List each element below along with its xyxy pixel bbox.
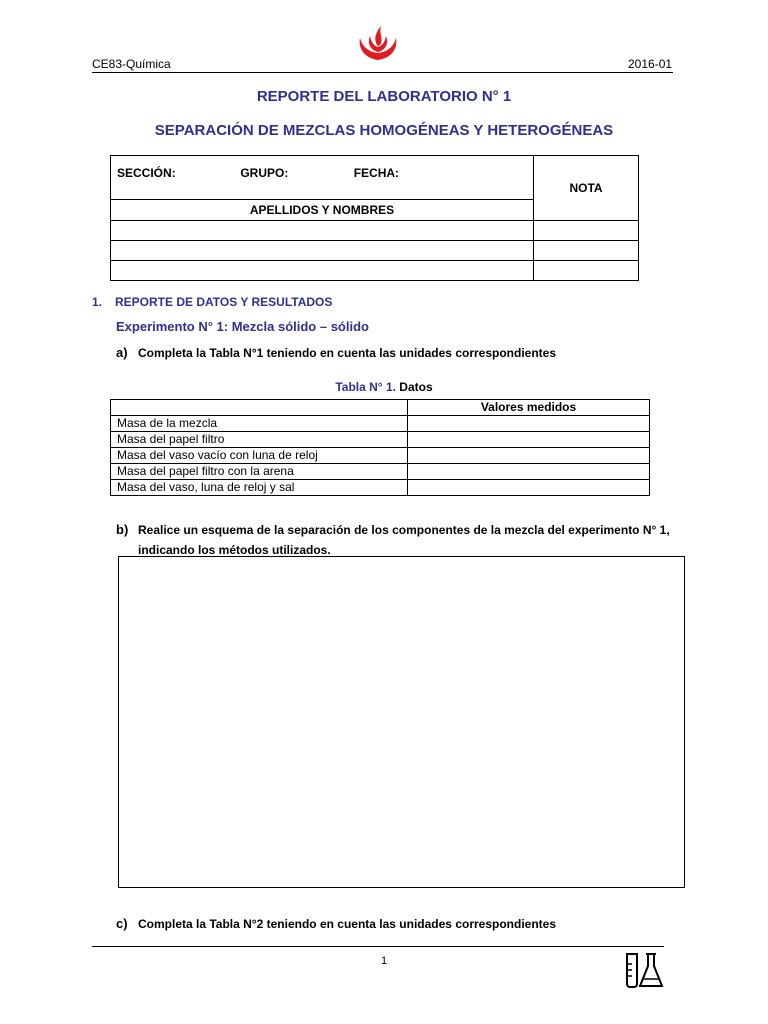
grade-field-2[interactable] — [534, 241, 639, 261]
value-field[interactable] — [408, 432, 650, 448]
row-label: Masa del vaso, luna de reloj y sal — [111, 480, 408, 496]
item-b-line2: indicando los métodos utilizados. — [138, 543, 331, 557]
data-table-1 — [110, 399, 650, 496]
header-divider — [92, 72, 673, 73]
item-a — [116, 345, 556, 360]
item-a-text: Completa la Tabla N°1 teniendo en cuenta las unidades correspondientes — [138, 346, 557, 360]
grade-field-1[interactable] — [534, 221, 639, 241]
lab-flask-icon — [624, 950, 666, 990]
item-a-letter: a) — [116, 345, 128, 360]
item-b-line1: Realice un esquema de la separación de los componentes de la mezcla del experimento N° 1, — [138, 523, 670, 537]
section-title: REPORTE DE DATOS Y RESULTADOS — [115, 295, 333, 309]
term: 2016-01 — [628, 57, 673, 71]
experiment-heading: Experimento N° 1: Mezcla sólido – sólido — [116, 319, 369, 334]
section-heading — [92, 295, 332, 309]
grade-field-3[interactable] — [534, 261, 639, 281]
value-field[interactable] — [408, 480, 650, 496]
page-number: 1 — [380, 955, 388, 967]
section-number: 1. — [92, 295, 103, 309]
item-b-letter: b) — [116, 522, 129, 537]
name-field-3[interactable] — [111, 261, 534, 281]
item-b — [116, 520, 670, 560]
table1-caption — [0, 380, 768, 394]
report-title: REPORTE DEL LABORATORIO N° 1 — [256, 88, 512, 105]
nota-label: NOTA — [534, 156, 639, 221]
item-c-text: Completa la Tabla N°2 teniendo en cuenta las unidades correspondientes — [138, 917, 557, 931]
footer-divider — [92, 946, 664, 947]
diagram-answer-box[interactable] — [118, 556, 685, 888]
report-subject: SEPARACIÓN DE MEZCLAS HOMOGÉNEAS Y HETEROGÉNEAS — [154, 122, 614, 139]
table-row — [111, 464, 650, 480]
value-field[interactable] — [408, 416, 650, 432]
table1-caption-label: Tabla N° 1. — [335, 380, 396, 394]
table1-header-values: Valores medidos — [408, 400, 650, 416]
student-info-table — [110, 155, 639, 281]
table-row — [111, 416, 650, 432]
item-c — [116, 916, 556, 931]
value-field[interactable] — [408, 448, 650, 464]
table-row — [111, 448, 650, 464]
item-c-letter: c) — [116, 916, 128, 931]
name-field-2[interactable] — [111, 241, 534, 261]
table-row — [111, 480, 650, 496]
seccion-label: SECCIÓN: — [117, 166, 176, 180]
value-field[interactable] — [408, 464, 650, 480]
grupo-label: GRUPO: — [240, 166, 289, 180]
row-label: Masa del vaso vacío con luna de reloj — [111, 448, 408, 464]
table1-header-empty — [111, 400, 408, 416]
table-row — [111, 432, 650, 448]
course-code: CE83-Química — [92, 57, 171, 71]
row-label: Masa del papel filtro con la arena — [111, 464, 408, 480]
row-label: Masa de la mezcla — [111, 416, 408, 432]
name-field-1[interactable] — [111, 221, 534, 241]
table1-caption-title: Datos — [399, 380, 433, 394]
upc-flame-logo — [354, 24, 402, 62]
row-label: Masa del papel filtro — [111, 432, 408, 448]
apellidos-label: APELLIDOS Y NOMBRES — [111, 200, 534, 221]
fecha-label: FECHA: — [353, 166, 400, 180]
info-header-cell — [111, 156, 534, 200]
